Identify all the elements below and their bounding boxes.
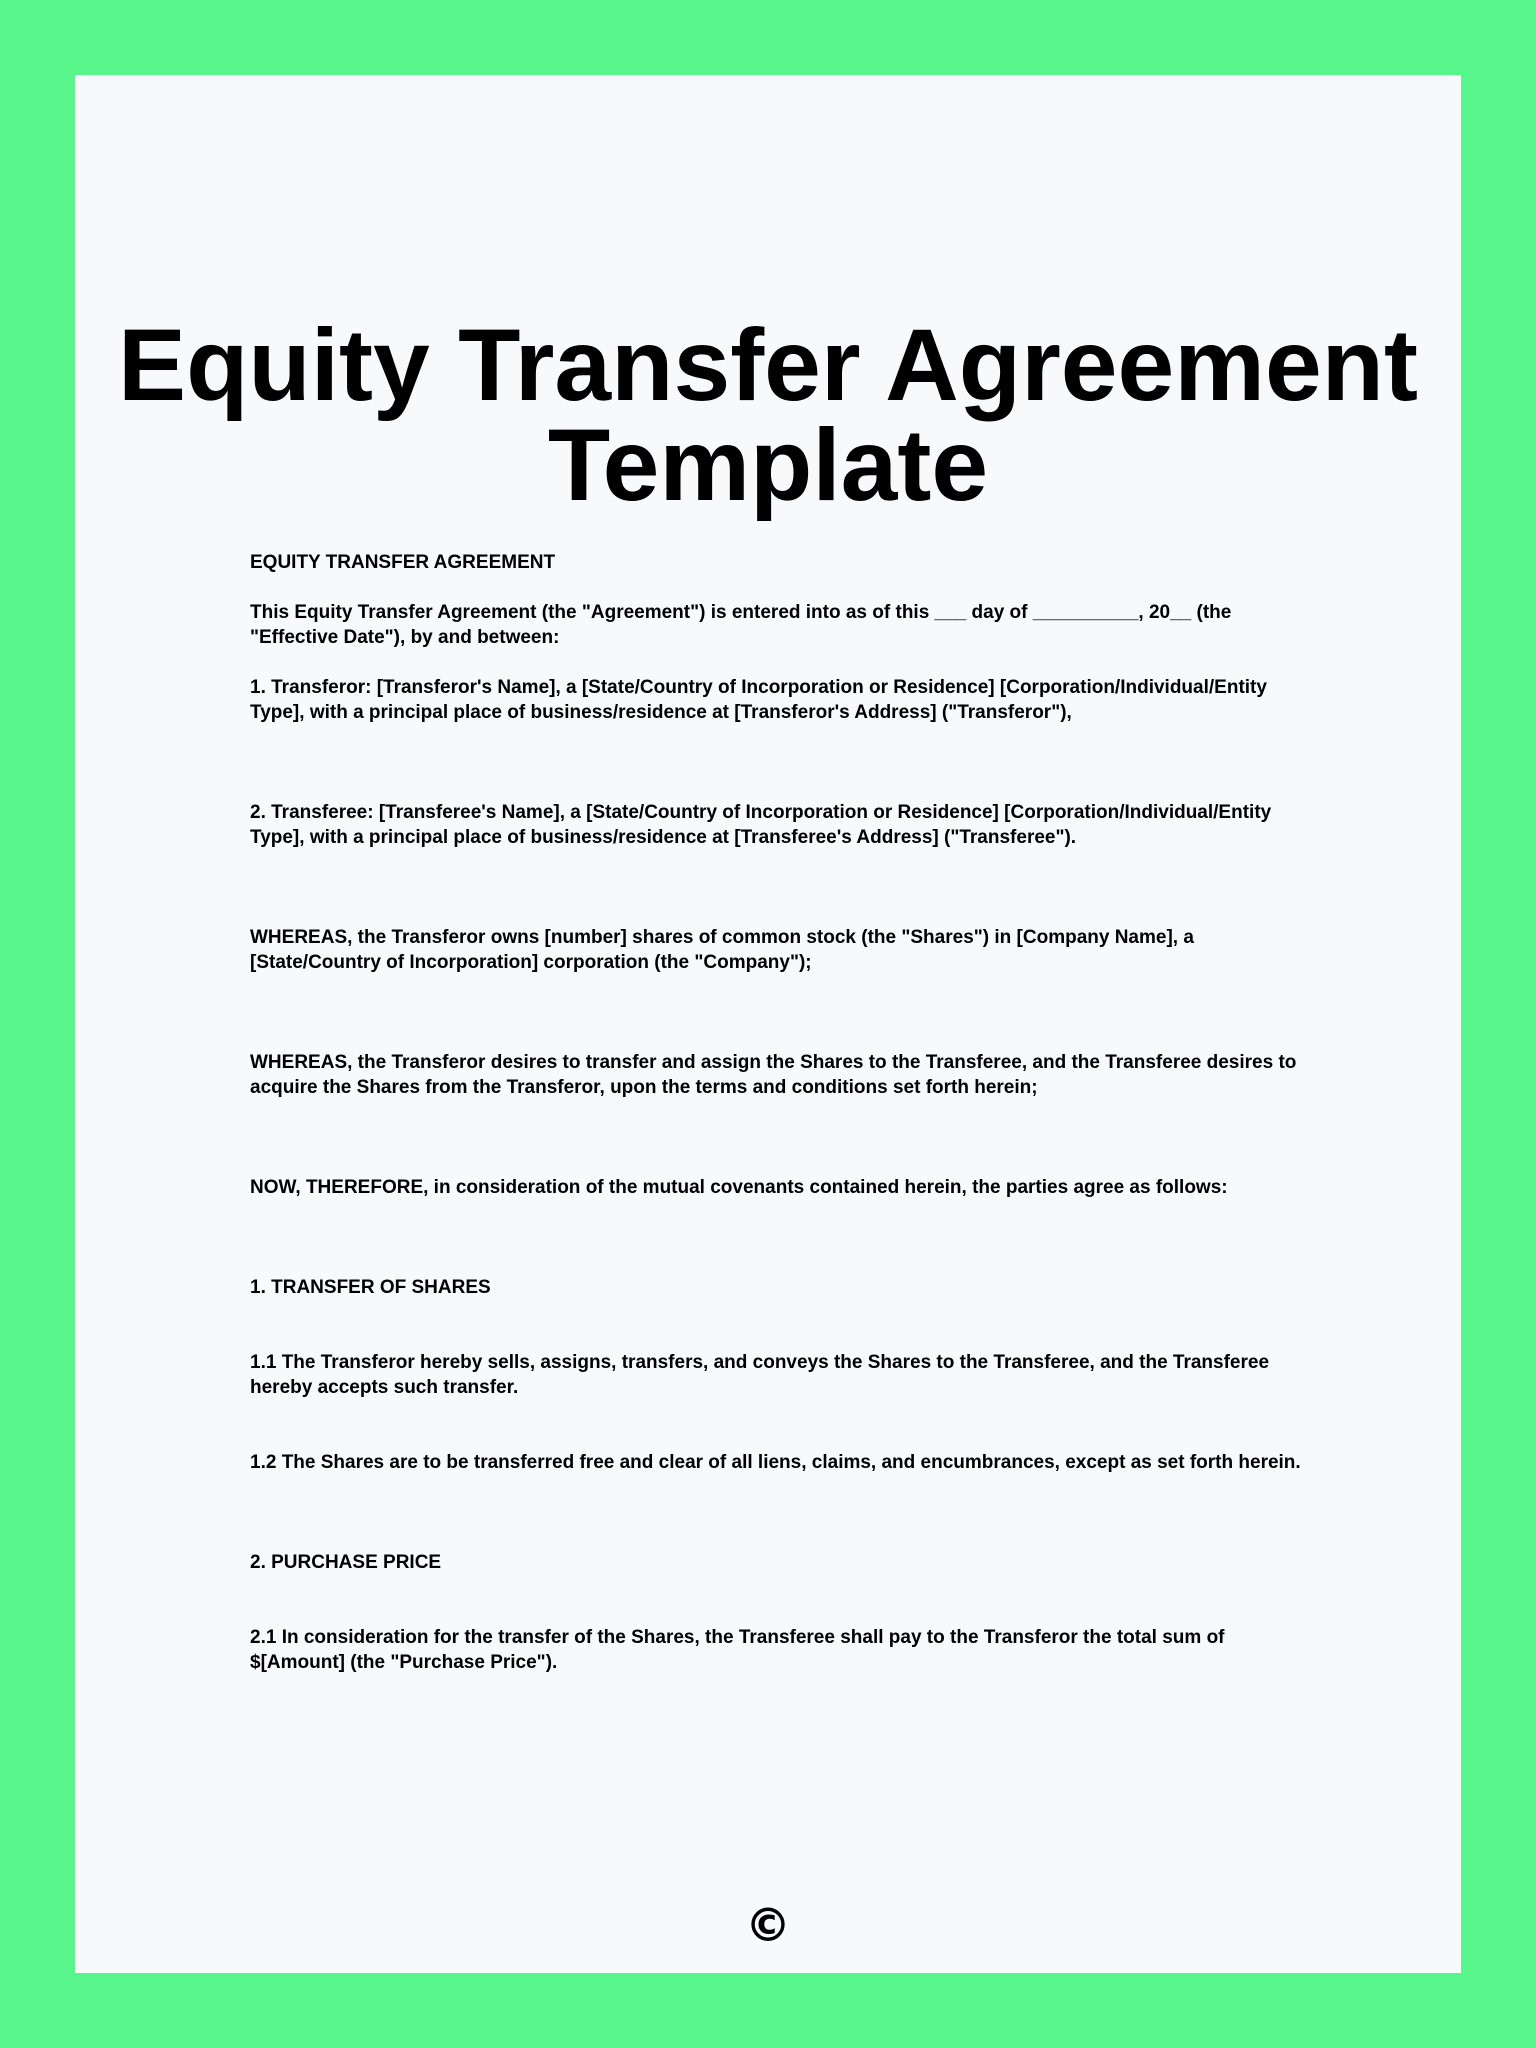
- agreement-heading: EQUITY TRANSFER AGREEMENT: [250, 552, 556, 573]
- section-1-1-paragraph: 1.1 The Transferor hereby sells, assigns, transfers, and conveys the Shares to the Transferee, and the Transferee hereby accepts such transfer.: [250, 1352, 1270, 1398]
- section-2-heading: 2. PURCHASE PRICE: [250, 1552, 442, 1573]
- intro-paragraph: This Equity Transfer Agreement (the "Agreement") is entered into as of this ___ day of __________, 20__ (the "Effective Date"), by and between:: [250, 602, 1232, 648]
- transferor-paragraph: 1. Transferor: [Transferor's Name], a [State/Country of Incorporation or Residence] [Corporation/Individual/Entity Type], with a principal place of business/residence at [Transferor's Address] ("Transferor"),: [250, 677, 1267, 723]
- section-1-2-paragraph: 1.2 The Shares are to be transferred free and clear of all liens, claims, and encumbrances, except as set forth herein.: [250, 1452, 1301, 1473]
- transferee-paragraph: 2. Transferee: [Transferee's Name], a [State/Country of Incorporation or Residence] [Corporation/Individual/Entity Type], with a principal place of business/residence at [Transferee's Address] ("Transferee").: [250, 802, 1272, 848]
- section-1-heading: 1. TRANSFER OF SHARES: [250, 1277, 491, 1298]
- document-body: [250, 550, 1310, 1675]
- document-page: [75, 75, 1461, 1973]
- document-title: Equity Transfer Agreement Template: [118, 308, 1418, 522]
- copyright-icon: ©: [745, 1898, 791, 1952]
- section-2-1-paragraph: 2.1 In consideration for the transfer of the Shares, the Transferee shall pay to the Transferor the total sum of $[Amount] (the "Purchase Price").: [250, 1627, 1225, 1673]
- whereas-paragraph-1: WHEREAS, the Transferor owns [number] shares of common stock (the "Shares") in [Company Name], a [State/Country of Incorporation] corporation (the "Company");: [250, 927, 1194, 973]
- now-therefore-paragraph: NOW, THEREFORE, in consideration of the mutual covenants contained herein, the parties agree as follows:: [250, 1177, 1228, 1198]
- whereas-paragraph-2: WHEREAS, the Transferor desires to transfer and assign the Shares to the Transferee, and the Transferee desires to acquire the Shares from the Transferor, upon the terms and conditions set forth herein;: [250, 1052, 1297, 1098]
